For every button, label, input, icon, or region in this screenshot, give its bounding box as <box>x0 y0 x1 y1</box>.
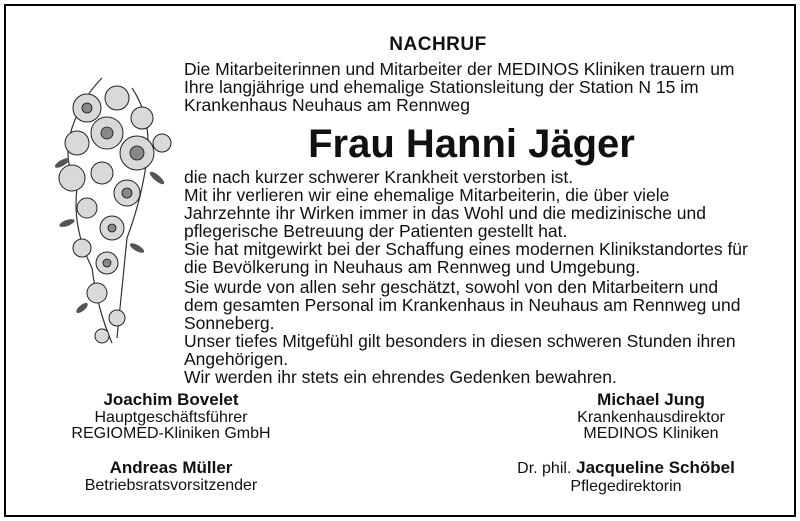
body-paragraph-1: die nach kurzer schwerer Krankheit verstorben ist. Mit ihr verlieren wir eine ehemalige Mitarbeiterin, die über viele Jahrzehnte ihr Wirken immer in das Wohl und die medizinische und pflegerische Betreuung der Patienten gestellt hat. Sie hat mitgewirkt bei der Schaffung eines modernen Klinikstandortes für die Bevölkerung in Neuhaus am Rennweg und Umgebung. <box>184 167 748 277</box>
body-paragraph-2: Sie wurde von allen sehr geschätzt, sowohl von den Mitarbeitern und dem gesamten Personal im Krankenhaus in Neuhaus am Rennweg und Sonneberg. Unser tiefes Mitgefühl gilt besonders in diesen schweren Stunden ihren Angehörigen. <box>184 277 741 369</box>
obituary-notice <box>4 4 796 517</box>
signatory-name: Jacqueline Schöbel <box>576 458 735 477</box>
body-paragraph-3: Wir werden ihr stets ein ehrendes Gedenken bewahren. <box>184 367 617 387</box>
signatory-name: Joachim Bovelet <box>103 390 239 409</box>
signatory-4 <box>476 458 776 495</box>
signatory-prefix: Dr. phil. <box>517 460 572 477</box>
flower-bouquet-image <box>42 68 182 348</box>
signatory-3 <box>46 458 296 494</box>
intro-text: Die Mitarbeiterinnen und Mitarbeiter der MEDINOS Kliniken trauern um Ihre langjährige und ehemalige Stationsleitung der Station N 15 im Krankenhaus Neuhaus am Rennweg <box>184 59 735 115</box>
notice-heading: NACHRUF <box>389 34 487 55</box>
signatory-title: Betriebsratsvorsitzender <box>84 477 258 494</box>
deceased-name: Frau Hanni Jäger <box>308 122 635 166</box>
signatory-title: Hauptgeschäftsführer <box>94 409 248 426</box>
signatory-title: Pflegedirektorin <box>570 478 682 495</box>
signatory-name: Michael Jung <box>597 390 705 409</box>
signatory-org: REGIOMED-Kliniken GmbH <box>71 425 271 442</box>
signatory-1 <box>46 390 296 442</box>
signatory-name: Andreas Müller <box>109 458 233 477</box>
signatory-title: Krankenhausdirektor <box>577 409 725 426</box>
signatory-org: MEDINOS Kliniken <box>583 425 719 442</box>
signatory-2 <box>526 390 776 442</box>
